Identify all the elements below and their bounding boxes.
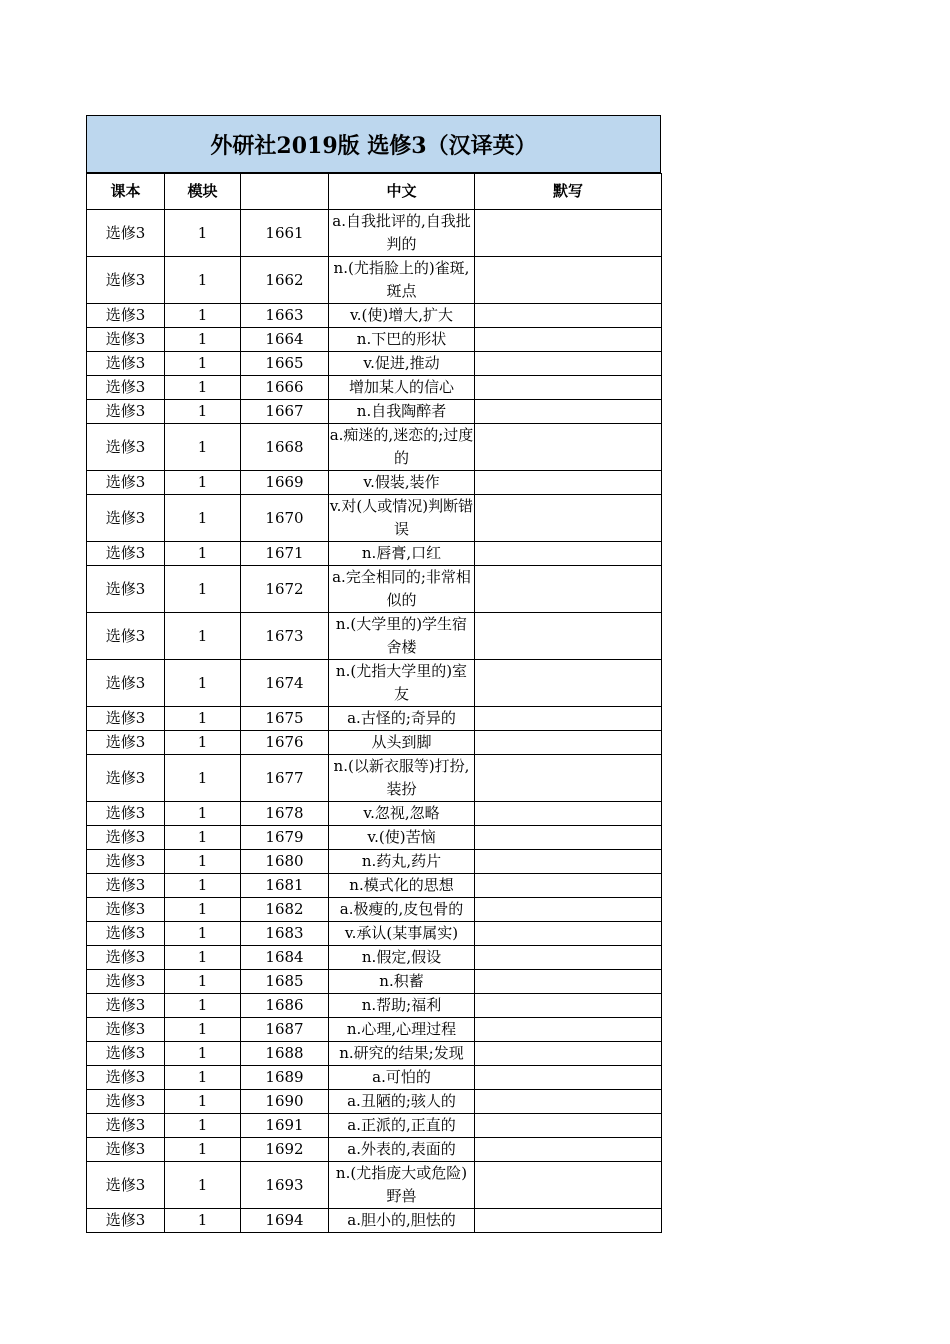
chinese-text: n.积蓄 xyxy=(379,972,424,990)
table-row xyxy=(87,755,662,802)
table-row xyxy=(87,660,662,707)
dictation-cell[interactable] xyxy=(475,400,662,424)
chinese-text: a.痴迷的,迷恋的;过度的 xyxy=(329,426,474,467)
dictation-cell[interactable] xyxy=(475,1209,662,1233)
chinese-text: a.可怕的 xyxy=(372,1068,431,1086)
module-cell: 1 xyxy=(165,826,241,850)
number-cell: 1685 xyxy=(241,970,329,994)
table-row xyxy=(87,922,662,946)
chinese-cell xyxy=(329,1042,475,1066)
module-cell: 1 xyxy=(165,755,241,802)
module-cell: 1 xyxy=(165,352,241,376)
worksheet xyxy=(86,115,661,1233)
number-cell: 1679 xyxy=(241,826,329,850)
table-row xyxy=(87,731,662,755)
module-cell: 1 xyxy=(165,1114,241,1138)
chinese-text: v.假装,装作 xyxy=(363,473,440,491)
chinese-cell xyxy=(329,566,475,613)
chinese-cell xyxy=(329,850,475,874)
table-row xyxy=(87,210,662,257)
chinese-cell xyxy=(329,946,475,970)
table-row xyxy=(87,424,662,471)
module-cell: 1 xyxy=(165,1018,241,1042)
chinese-cell xyxy=(329,660,475,707)
module-cell: 1 xyxy=(165,731,241,755)
book-cell: 选修3 xyxy=(87,304,165,328)
chinese-cell xyxy=(329,257,475,304)
dictation-cell[interactable] xyxy=(475,352,662,376)
number-cell: 1691 xyxy=(241,1114,329,1138)
module-cell: 1 xyxy=(165,328,241,352)
chinese-text: n.心理,心理过程 xyxy=(346,1020,457,1038)
dictation-cell[interactable] xyxy=(475,328,662,352)
dictation-cell[interactable] xyxy=(475,1042,662,1066)
chinese-text: n.(大学里的)学生宿舍楼 xyxy=(335,615,468,656)
book-cell: 选修3 xyxy=(87,826,165,850)
number-cell: 1672 xyxy=(241,566,329,613)
book-cell: 选修3 xyxy=(87,1042,165,1066)
table-row xyxy=(87,994,662,1018)
chinese-text: v.(使)增大,扩大 xyxy=(350,306,453,324)
chinese-cell xyxy=(329,731,475,755)
dictation-cell[interactable] xyxy=(475,1066,662,1090)
table-row xyxy=(87,376,662,400)
number-cell: 1665 xyxy=(241,352,329,376)
dictation-cell[interactable] xyxy=(475,850,662,874)
dictation-cell[interactable] xyxy=(475,613,662,660)
chinese-text: n.(以新衣服等)打扮,装扮 xyxy=(333,757,470,798)
chinese-cell xyxy=(329,424,475,471)
number-cell: 1688 xyxy=(241,1042,329,1066)
chinese-text: n.假定,假设 xyxy=(361,948,442,966)
module-cell: 1 xyxy=(165,566,241,613)
number-cell: 1661 xyxy=(241,210,329,257)
module-cell: 1 xyxy=(165,613,241,660)
chinese-cell xyxy=(329,471,475,495)
table-row xyxy=(87,495,662,542)
module-cell: 1 xyxy=(165,542,241,566)
dictation-cell[interactable] xyxy=(475,424,662,471)
module-cell: 1 xyxy=(165,1209,241,1233)
number-cell: 1678 xyxy=(241,802,329,826)
chinese-cell xyxy=(329,802,475,826)
table-row xyxy=(87,257,662,304)
chinese-text: a.完全相同的;非常相似的 xyxy=(332,568,471,609)
module-cell: 1 xyxy=(165,1066,241,1090)
book-cell: 选修3 xyxy=(87,1066,165,1090)
chinese-text: a.胆小的,胆怯的 xyxy=(347,1211,456,1229)
book-cell: 选修3 xyxy=(87,471,165,495)
number-cell: 1664 xyxy=(241,328,329,352)
number-cell: 1690 xyxy=(241,1090,329,1114)
number-cell: 1669 xyxy=(241,471,329,495)
module-cell: 1 xyxy=(165,922,241,946)
dictation-cell[interactable] xyxy=(475,376,662,400)
table-row xyxy=(87,352,662,376)
chinese-text: a.丑陋的;骇人的 xyxy=(347,1092,456,1110)
chinese-cell xyxy=(329,707,475,731)
number-cell: 1686 xyxy=(241,994,329,1018)
book-cell: 选修3 xyxy=(87,1138,165,1162)
book-cell: 选修3 xyxy=(87,731,165,755)
chinese-cell xyxy=(329,1090,475,1114)
number-cell: 1675 xyxy=(241,707,329,731)
chinese-text: n.自我陶醉者 xyxy=(356,402,447,420)
module-cell: 1 xyxy=(165,802,241,826)
dictation-cell[interactable] xyxy=(475,922,662,946)
dictation-cell[interactable] xyxy=(475,970,662,994)
number-cell: 1668 xyxy=(241,424,329,471)
dictation-cell[interactable] xyxy=(475,210,662,257)
number-cell: 1671 xyxy=(241,542,329,566)
number-cell: 1681 xyxy=(241,874,329,898)
table-row xyxy=(87,946,662,970)
chinese-cell xyxy=(329,970,475,994)
book-cell: 选修3 xyxy=(87,994,165,1018)
dictation-cell[interactable] xyxy=(475,257,662,304)
book-cell: 选修3 xyxy=(87,328,165,352)
chinese-cell xyxy=(329,304,475,328)
dictation-cell[interactable] xyxy=(475,1138,662,1162)
vocab-table xyxy=(86,173,662,1233)
book-cell: 选修3 xyxy=(87,376,165,400)
chinese-text: v.对(人或情况)判断错误 xyxy=(329,497,474,538)
number-cell: 1687 xyxy=(241,1018,329,1042)
table-row xyxy=(87,1138,662,1162)
table-row xyxy=(87,826,662,850)
table-row xyxy=(87,898,662,922)
chinese-cell xyxy=(329,994,475,1018)
module-cell: 1 xyxy=(165,898,241,922)
chinese-text: a.自我批评的,自我批判的 xyxy=(332,212,471,253)
chinese-cell xyxy=(329,755,475,802)
table-row xyxy=(87,566,662,613)
chinese-cell xyxy=(329,1162,475,1209)
dictation-cell[interactable] xyxy=(475,707,662,731)
number-cell: 1689 xyxy=(241,1066,329,1090)
chinese-cell xyxy=(329,542,475,566)
book-cell: 选修3 xyxy=(87,613,165,660)
dictation-cell[interactable] xyxy=(475,755,662,802)
book-cell: 选修3 xyxy=(87,400,165,424)
chinese-cell xyxy=(329,210,475,257)
chinese-cell xyxy=(329,898,475,922)
number-cell: 1663 xyxy=(241,304,329,328)
dictation-cell[interactable] xyxy=(475,946,662,970)
chinese-text: v.(使)苦恼 xyxy=(367,828,436,846)
header-row xyxy=(87,174,662,210)
chinese-text: n.帮助;福利 xyxy=(361,996,442,1014)
module-cell: 1 xyxy=(165,1162,241,1209)
book-cell: 选修3 xyxy=(87,660,165,707)
table-row xyxy=(87,1114,662,1138)
number-cell: 1693 xyxy=(241,1162,329,1209)
chinese-cell xyxy=(329,613,475,660)
table-row xyxy=(87,1209,662,1233)
chinese-text: n.(尤指大学里的)室友 xyxy=(335,662,468,703)
module-cell: 1 xyxy=(165,1090,241,1114)
book-cell: 选修3 xyxy=(87,850,165,874)
book-cell: 选修3 xyxy=(87,1090,165,1114)
table-row xyxy=(87,970,662,994)
number-cell: 1684 xyxy=(241,946,329,970)
dictation-cell[interactable] xyxy=(475,1090,662,1114)
dictation-cell[interactable] xyxy=(475,495,662,542)
module-cell: 1 xyxy=(165,495,241,542)
module-cell: 1 xyxy=(165,304,241,328)
header-number xyxy=(241,174,329,210)
dictation-cell[interactable] xyxy=(475,826,662,850)
module-cell: 1 xyxy=(165,874,241,898)
chinese-cell xyxy=(329,328,475,352)
table-row xyxy=(87,1018,662,1042)
chinese-cell xyxy=(329,1018,475,1042)
chinese-cell xyxy=(329,1209,475,1233)
module-cell: 1 xyxy=(165,946,241,970)
book-cell: 选修3 xyxy=(87,1018,165,1042)
dictation-cell[interactable] xyxy=(475,304,662,328)
chinese-cell xyxy=(329,826,475,850)
module-cell: 1 xyxy=(165,1042,241,1066)
number-cell: 1683 xyxy=(241,922,329,946)
chinese-text: 从头到脚 xyxy=(371,733,432,751)
dictation-cell[interactable] xyxy=(475,471,662,495)
table-row xyxy=(87,1090,662,1114)
chinese-text: a.极瘦的,皮包骨的 xyxy=(339,900,464,918)
book-cell: 选修3 xyxy=(87,1209,165,1233)
number-cell: 1682 xyxy=(241,898,329,922)
book-cell: 选修3 xyxy=(87,424,165,471)
table-row xyxy=(87,1066,662,1090)
chinese-cell xyxy=(329,922,475,946)
table-row xyxy=(87,850,662,874)
dictation-cell[interactable] xyxy=(475,566,662,613)
number-cell: 1667 xyxy=(241,400,329,424)
dictation-cell[interactable] xyxy=(475,802,662,826)
chinese-text: 增加某人的信心 xyxy=(348,378,454,396)
chinese-text: a.外表的,表面的 xyxy=(347,1140,456,1158)
chinese-cell xyxy=(329,1138,475,1162)
dictation-cell[interactable] xyxy=(475,660,662,707)
chinese-text: n.研究的结果;发现 xyxy=(339,1044,464,1062)
chinese-cell xyxy=(329,874,475,898)
module-cell: 1 xyxy=(165,400,241,424)
module-cell: 1 xyxy=(165,1138,241,1162)
module-cell: 1 xyxy=(165,660,241,707)
dictation-cell[interactable] xyxy=(475,1162,662,1209)
chinese-text: n.(尤指脸上的)雀斑,斑点 xyxy=(333,259,470,300)
module-cell: 1 xyxy=(165,376,241,400)
module-cell: 1 xyxy=(165,850,241,874)
module-cell: 1 xyxy=(165,424,241,471)
book-cell: 选修3 xyxy=(87,802,165,826)
number-cell: 1662 xyxy=(241,257,329,304)
book-cell: 选修3 xyxy=(87,210,165,257)
chinese-text: n.唇膏,口红 xyxy=(361,544,442,562)
book-cell: 选修3 xyxy=(87,352,165,376)
chinese-text: n.(尤指庞大或危险)野兽 xyxy=(335,1164,468,1205)
table-row xyxy=(87,328,662,352)
table-row xyxy=(87,802,662,826)
chinese-cell xyxy=(329,400,475,424)
dictation-cell[interactable] xyxy=(475,542,662,566)
number-cell: 1674 xyxy=(241,660,329,707)
chinese-cell xyxy=(329,495,475,542)
number-cell: 1692 xyxy=(241,1138,329,1162)
table-row xyxy=(87,542,662,566)
number-cell: 1673 xyxy=(241,613,329,660)
module-cell: 1 xyxy=(165,471,241,495)
book-cell: 选修3 xyxy=(87,946,165,970)
book-cell: 选修3 xyxy=(87,707,165,731)
table-row xyxy=(87,1042,662,1066)
chinese-cell xyxy=(329,352,475,376)
number-cell: 1694 xyxy=(241,1209,329,1233)
module-cell: 1 xyxy=(165,970,241,994)
module-cell: 1 xyxy=(165,707,241,731)
table-row xyxy=(87,1162,662,1209)
dictation-cell[interactable] xyxy=(475,874,662,898)
chinese-text: v.承认(某事属实) xyxy=(344,924,459,942)
book-cell: 选修3 xyxy=(87,542,165,566)
book-cell: 选修3 xyxy=(87,970,165,994)
module-cell: 1 xyxy=(165,257,241,304)
chinese-text: a.古怪的;奇异的 xyxy=(347,709,456,727)
table-row xyxy=(87,707,662,731)
book-cell: 选修3 xyxy=(87,1114,165,1138)
table-row xyxy=(87,874,662,898)
header-book: 课本 xyxy=(87,174,165,210)
dictation-cell[interactable] xyxy=(475,731,662,755)
chinese-cell xyxy=(329,376,475,400)
dictation-cell[interactable] xyxy=(475,994,662,1018)
number-cell: 1670 xyxy=(241,495,329,542)
header-module: 模块 xyxy=(165,174,241,210)
book-cell: 选修3 xyxy=(87,257,165,304)
book-cell: 选修3 xyxy=(87,1162,165,1209)
dictation-cell[interactable] xyxy=(475,1018,662,1042)
number-cell: 1666 xyxy=(241,376,329,400)
table-row xyxy=(87,471,662,495)
chinese-text: a.正派的,正直的 xyxy=(347,1116,456,1134)
chinese-cell xyxy=(329,1114,475,1138)
book-cell: 选修3 xyxy=(87,874,165,898)
table-row xyxy=(87,304,662,328)
module-cell: 1 xyxy=(165,210,241,257)
chinese-text: v.忽视,忽略 xyxy=(363,804,440,822)
dictation-cell[interactable] xyxy=(475,1114,662,1138)
book-cell: 选修3 xyxy=(87,755,165,802)
chinese-cell xyxy=(329,1066,475,1090)
header-dictation: 默写 xyxy=(475,174,662,210)
book-cell: 选修3 xyxy=(87,566,165,613)
table-row xyxy=(87,613,662,660)
book-cell: 选修3 xyxy=(87,922,165,946)
number-cell: 1680 xyxy=(241,850,329,874)
table-row xyxy=(87,400,662,424)
book-cell: 选修3 xyxy=(87,495,165,542)
book-cell: 选修3 xyxy=(87,898,165,922)
chinese-text: n.模式化的思想 xyxy=(349,876,454,894)
chinese-text: n.下巴的形状 xyxy=(356,330,447,348)
module-cell: 1 xyxy=(165,994,241,1018)
chinese-text: v.促进,推动 xyxy=(363,354,440,372)
number-cell: 1677 xyxy=(241,755,329,802)
dictation-cell[interactable] xyxy=(475,898,662,922)
chinese-text: n.药丸,药片 xyxy=(361,852,442,870)
number-cell: 1676 xyxy=(241,731,329,755)
sheet-title: 外研社2019版 选修3（汉译英） xyxy=(86,115,661,173)
header-chinese: 中文 xyxy=(329,174,475,210)
